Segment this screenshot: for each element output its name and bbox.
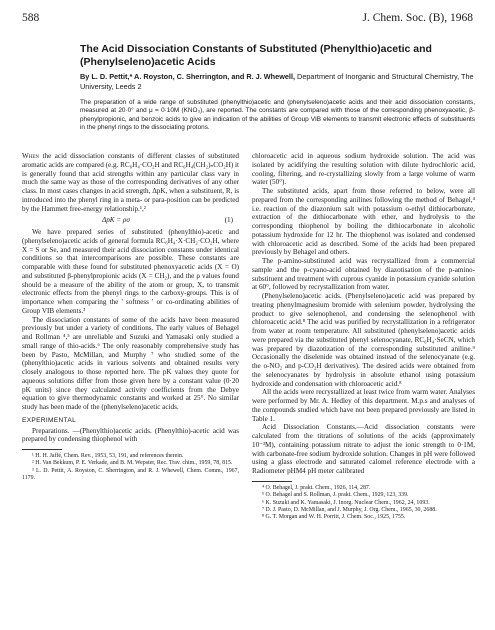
journal-citation: J. Chem. Soc. (B), 1968 (362, 12, 473, 24)
author-affiliation: Department of Inorganic and Structural Chemistry, The University, Leeds 2 (80, 72, 474, 91)
body-paragraph: Preparations. —(Phenylthio)acetic acids. (Phenylthio)-acetic acid was prepared by condensing thiophenol with (22, 426, 239, 444)
footnote: ⁷ D. J. Pasto, D. McMillan, and J. Murphy, J. Org. Chem., 1965, 30, 2688. (262, 506, 437, 513)
left-column (22, 152, 239, 483)
footnote: ¹ H. H. Jaffé, Chem. Rev., 1953, 53, 191, and references therein. (32, 453, 184, 459)
footnote: ² H. Van Bekkum, P. E. Verkade, and B. M. Wepster, Rec. Trav. chim., 1959, 78, 815. (32, 460, 233, 467)
body-paragraph: chloroacetic acid in aqueous sodium hydroxide solution. The acid was isolated by acidifying the resulting solution with dilute hydrochloric acid, cooling, filtering, and re-crystallizing slowly from a large volume of warm water (50°). (252, 152, 475, 187)
body-paragraph: The substituted acids, apart from those referred to below, were all prepared from the corresponding anilines following the method of Behagel,⁴ i.e. reaction of the diazonium salt with potassium o-ethyl dithiocarbonate, extraction of the dithiocarbonate with ether, and hydrolysis to the corresponding thiophenol by boiling the dithiocarbonate in alcoholic potassium hydroxide for 12 hr. The thiophenol was isolated and condensed with chloroacetic acid as described. Some of the acids had been prepared previously by Behagel and others. (252, 187, 475, 257)
intro-text: the acid dissociation constants of different classes of substituted aromatic acids are compared (e.g. RC₆H₄·CO₂H and RC₆H₄(CH₂)ₙCO₂H) it is generally found that acid strengths within any particular class vary in much the same way as those of the corresponding derivatives of any other class. In most cases changes in acid strength, ΔpK, when a substituent, R, is introduced into the phenyl ring in a meta- or para-position can be predicted by the Hammett free-energy relationship.¹,² (22, 152, 239, 213)
body-paragraph: We have prepared series of substituted (phenylthio)-acetic and (phenylseleno)acetic acids of general formula RC₆H₄·X·CH₂·CO₂H, where X = S or Se, and measured their acid dissociation constants under identical conditions so that intercomparisons are possible. These constants are comparable with these found for substituted phenoxyacetic acids (X = O) and substituted β-phenylpropionic acids (X = CH₂), and the ρ values found should be a measure of the ability of the atom or group, X, to transmit electronic effects from the phenyl rings to the carboxy-groups. This is of importance when comparing the ' softness ' or co-ordinating abilities of Group VIB elements.³ (22, 228, 239, 315)
equation-number: (1) (224, 216, 233, 225)
body-paragraph: The dissociation constants of some of the acids have been measured previously but under a variety of conditions. The early values of Behagel and Rollman ⁴,⁵ are unreliable and Suzuki and Yamasaki only studied a small range of thio-acids.⁶ The only reasonably comprehensive study has been by Pasto, McMillan, and Murphy ⁷ who studied some of the (phenylthio)acetic acids in various solvents and obtained results very closely analogous to those reported here. The pK values they quote for aqueous solutions differ from those given here by a constant value (0·20 pK units) since they calculated activity coefficients from the Debye equation to give thermodynamic constants and worked at 25°. No similar study has been made of the (phenylseleno)acetic acids. (22, 315, 239, 411)
footnote: ⁸ G. T. Morgan and W. H. Porritt, J. Chem. Soc., 1925, 1755. (262, 514, 406, 521)
body-paragraph: All the acids were recrystallized at least twice from warm water. Analyses were performed by Mr. A. Hedley of this department. M.p.s and analyses of the compounds studied which have not been prepared previously are listed in Table 1. (252, 388, 475, 423)
author-block (80, 72, 475, 91)
drop-lead-word: When (22, 152, 40, 160)
footnote: ⁴ O. Behagel, J. prakt. Chem., 1926, 114, 287. (262, 484, 371, 491)
body-paragraph: Acid Dissociation Constants.—Acid dissociation constants were calculated from the titrations of solutions of the acids (approximately 10⁻³M), containing potassium nitrate to adjust the ionic strength to 0·1M, with carbonate-free sodium hydroxide solution. Changes in pH were followed using a glass electrode and saturated calomel reference electrode with a Radiometer pHM4 pH meter calibrated (252, 423, 475, 475)
footnote: ⁶ K. Suzuki and K. Yamasaki, J. Inorg. Nuclear Chem., 1962, 24, 1093. (262, 499, 430, 506)
right-column (252, 152, 475, 522)
author-names: By L. D. Pettit,* A. Royston, C. Sherrington, and R. J. Whewell, (80, 72, 296, 81)
article-title: The Acid Dissociation Constants of Substituted (Phenylthio)acetic and (Phenylseleno)acetic Acids (80, 43, 432, 68)
page-header (22, 12, 473, 26)
intro-paragraph (22, 152, 239, 213)
footnote: ³ L. D. Pettit, A. Royston, C. Sherrington, and R. J. Whewell, Chem. Comm., 1967, 1179. (22, 467, 239, 482)
abstract: The preparation of a wide range of substituted (phenylthio)acetic and (phenylseleno)acetic acids and their acid dissociation constants, measured at 20·0° and μ = 0·10M (KNO₃), are reported. The constants are compared with those of the corresponding phenoxyacetic, β-phenylpropionic, and benzoic acids to give an indication of the abilities of Group VIB elements to transmit electronic effects of substituents in the phenyl rings to the dissociating protons. (80, 99, 475, 131)
section-heading: EXPERIMENTAL (22, 416, 77, 424)
equation-text: ΔpK = ρσ (102, 216, 130, 225)
footnote-divider (252, 481, 292, 482)
hammett-equation (22, 213, 239, 228)
body-paragraph: (Phenylseleno)acetic acids. (Phenylseleno)acetic acid was prepared by treating phenylmagnesium bromide with selenium powder, hydrolysing the product to give selenophenol, and condensing the selenophenol with chloroacetic acid.⁸ The acid was purified by recrystallization in a refrigerator from water at room temperature. All substituted (phenylseleno)acetic acids were prepared via the substituted phenyl selenocyanate, RC₆H₄·SeCN, which was prepared by diazotization of the corresponding substituted aniline.⁹ Occasionally the diselenide was obtained instead of the selenocyanate (e.g. the o-NO₂ and p-CO₂H derivatives). The desired acids were obtained from the selenocyanates by hydrolysis in absolute ethanol using potassium hydroxide and condensation with chloroacetic acid.⁸ (252, 292, 475, 388)
footnote-divider (22, 449, 62, 450)
page-number: 588 (22, 12, 40, 24)
body-paragraph: The p-amino-substituted acid was recrystallized from a commercial sample and the p-cyano-acid obtained by diazotisation of the p-amino-substituent and treatment with cuprous cyanide in potassium cyanide solution at 60°, followed by recrystallization from water. (252, 257, 475, 292)
footnote: ⁵ O. Behagel and S. Rollman, J. prakt. Chem., 1929, 123, 339. (262, 492, 409, 499)
